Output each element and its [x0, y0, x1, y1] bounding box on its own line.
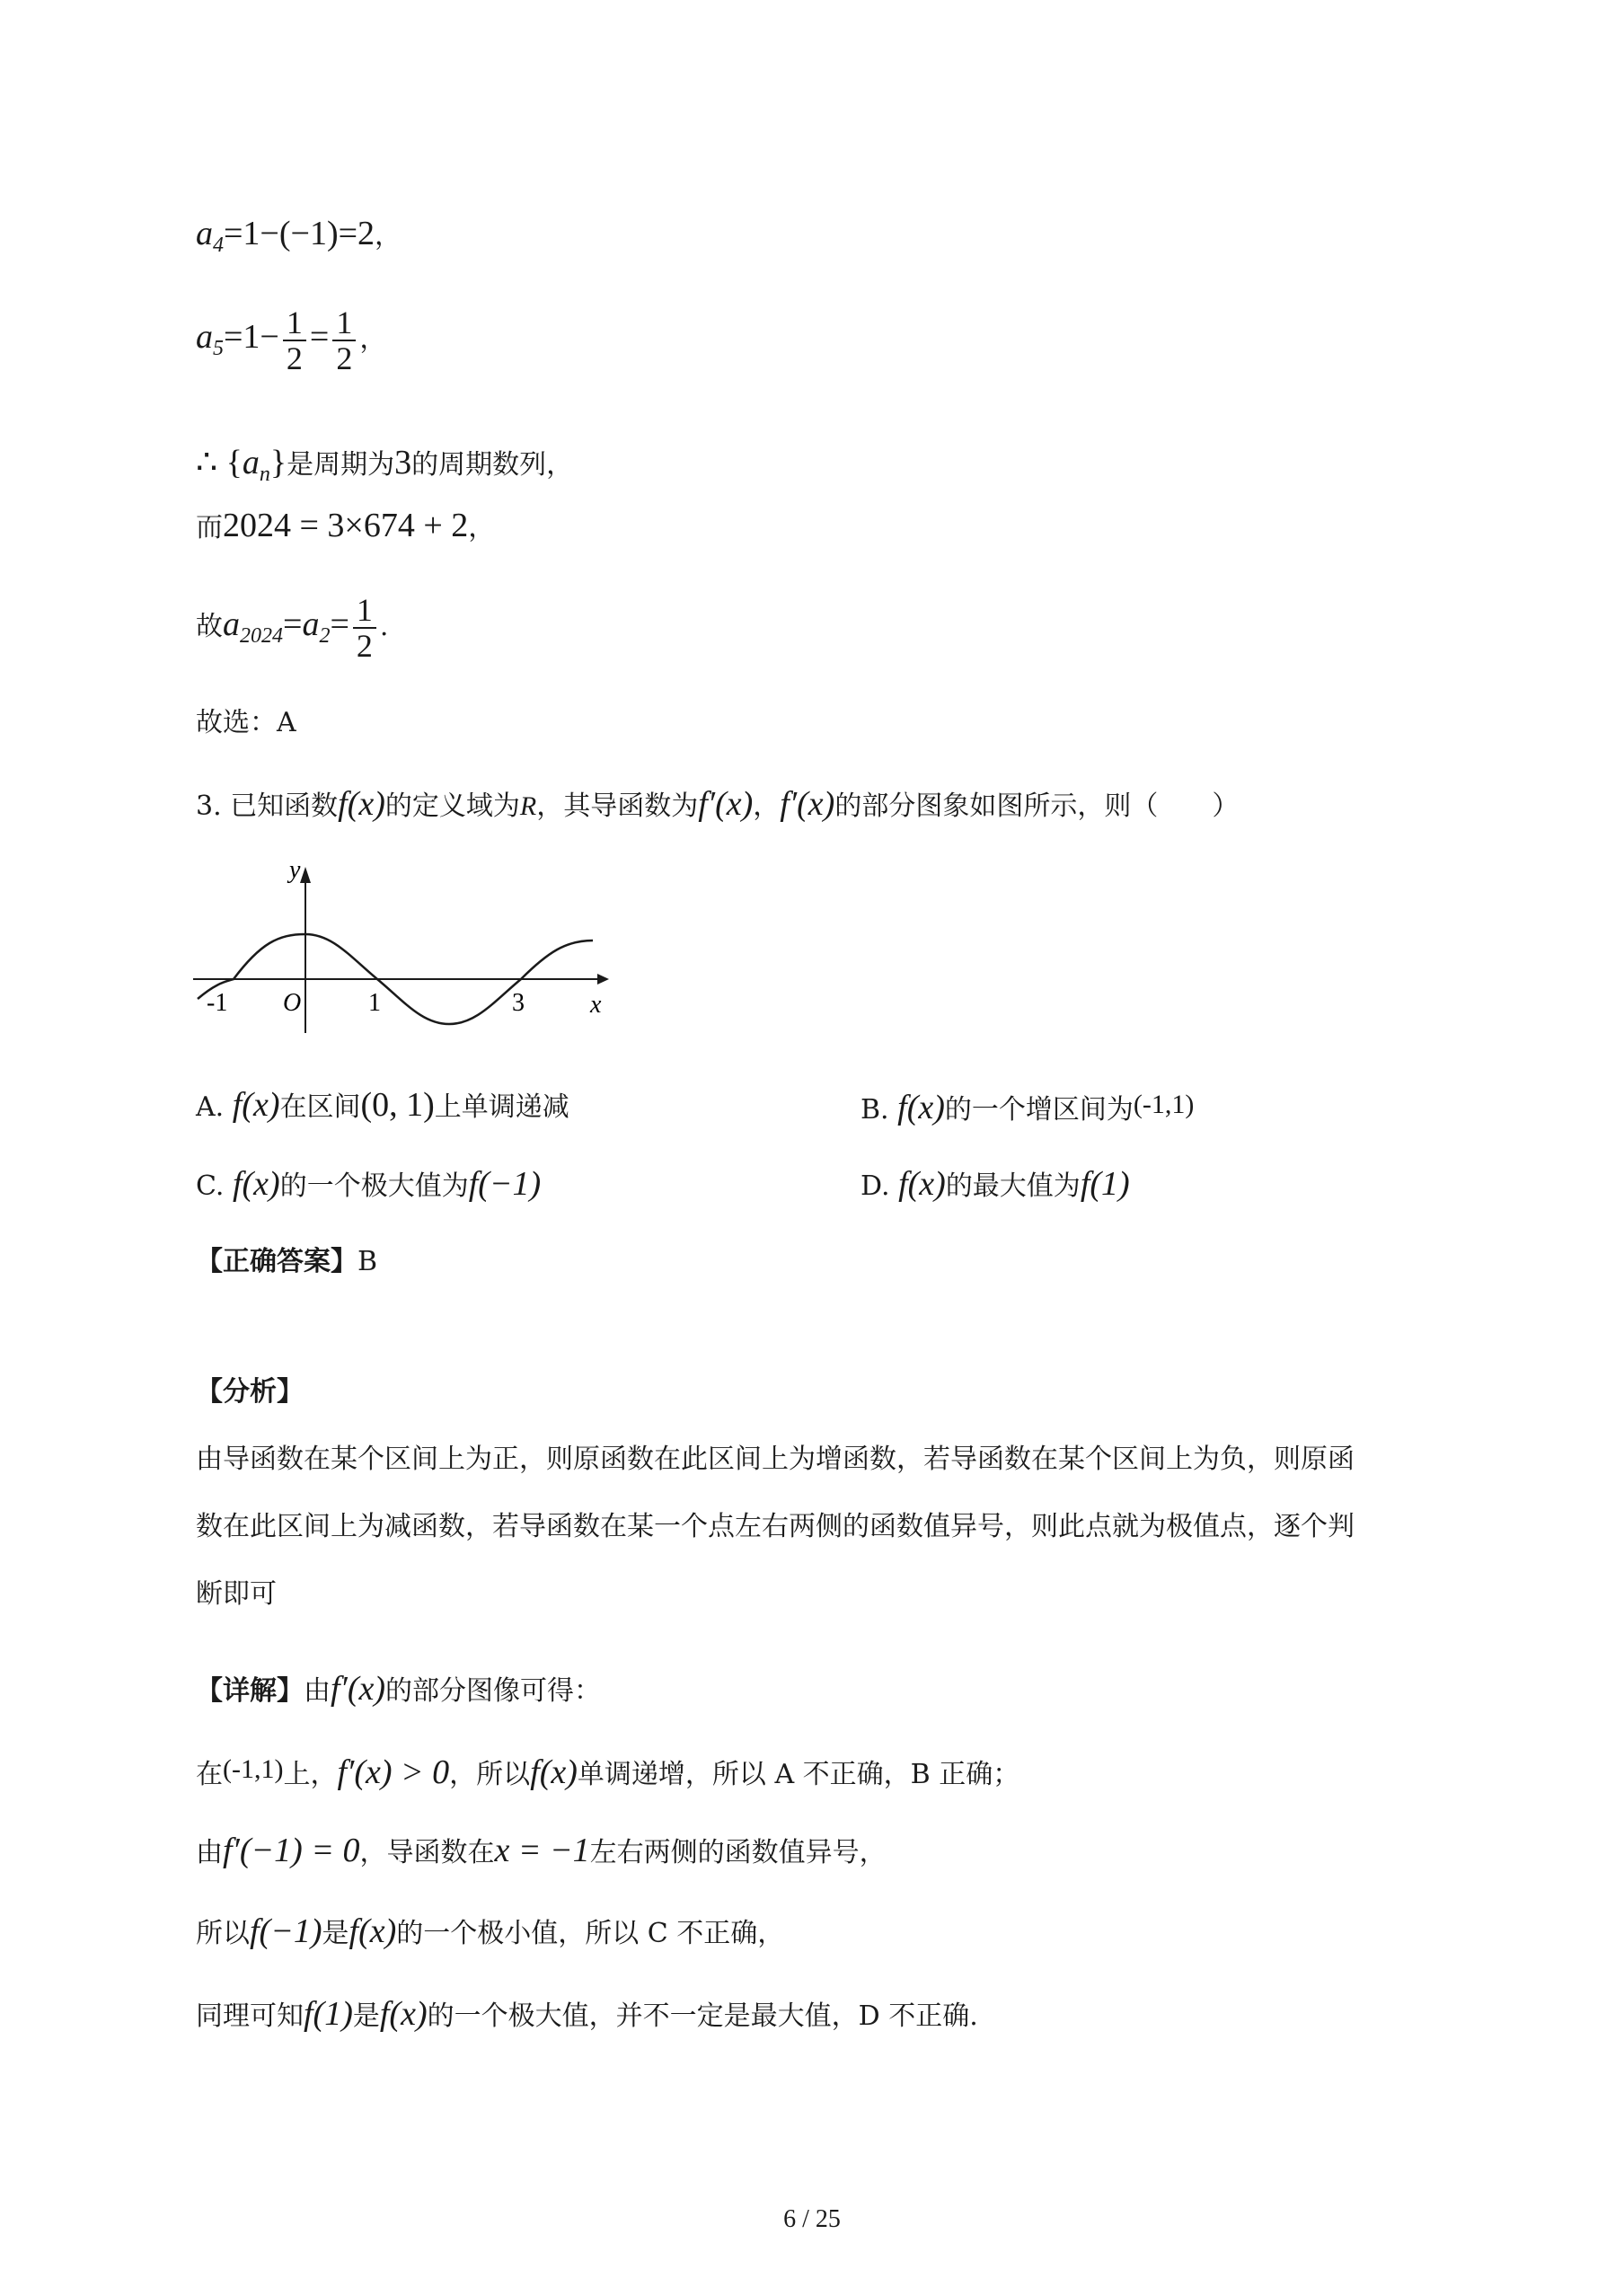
tick-1: 1 [368, 989, 381, 1017]
analysis-label: 【分析】 [196, 1376, 304, 1408]
question-3: 3. 已知函数f(x)的定义域为R，其导函数为f′(x)，f′(x)的部分图象如图所示，则（ ） [196, 785, 1240, 823]
prev-answer: 故选：A [196, 707, 296, 738]
analysis-line-3: 断即可 [196, 1578, 277, 1610]
a4-expr: =1−(−1)=2 [224, 215, 375, 252]
x-axis-arrow [597, 974, 609, 985]
option-d: D. f(x)的最大值为f(1) [861, 1165, 1130, 1203]
y-axis-arrow [300, 867, 311, 883]
option-b: B. f(x)的一个增区间为(-1,1) [861, 1089, 1195, 1126]
detail-line-3: 由f′(−1) = 0，导函数在x = −1左右两侧的函数值异号， [196, 1832, 887, 1869]
detail-line-1: 【详解】由f′(x)的部分图像可得： [196, 1670, 602, 1708]
line-a5: $a_5=1-$ $\frac{1}{2}$ = $\frac{1}{2}$ ， [196, 305, 387, 376]
correct-answer: 【正确答案】B [196, 1246, 378, 1277]
option-a: A. f(x)在区间(0, 1)上单调递减 [196, 1086, 569, 1124]
page-number: 6 / 25 [783, 2205, 841, 2233]
option-c: C. f(x)的一个极大值为f(−1) [196, 1165, 542, 1203]
fraction: $\frac{1}{2}$ [332, 305, 356, 375]
derivative-graph [189, 858, 611, 1038]
detail-line-5: 同理可知f(1)是f(x)的一个极大值，并不一定是最大值，D 不正确. [196, 1995, 978, 2033]
analysis-line-2: 数在此区间上为减函数，若导函数在某一个点左右两侧的函数值异号，则此点就为极值点，逐个判 [196, 1511, 1355, 1542]
fraction: $\frac{1}{2}$ [283, 305, 306, 375]
line-2024: 而2024 = 3×674 + 2， [196, 507, 496, 544]
tick-neg1: -1 [207, 989, 228, 1017]
tick-3: 3 [512, 989, 525, 1017]
detail-line-4: 所以f(−1)是f(x)的一个极小值，所以 C 不正确， [196, 1912, 785, 1950]
line-period: ∴ $\{a_n\}$是周期为3的周期数列， [196, 444, 574, 486]
detail-line-2: 在(-1,1)上，f′(x) > 0，所以f(x)单调递增，所以 A 不正确，B 正确； [196, 1753, 1020, 1791]
origin-label: O [283, 989, 302, 1017]
y-label: y [289, 858, 301, 884]
fraction: $\frac{1}{2}$ [353, 593, 376, 663]
analysis-line-1: 由导函数在某个区间上为正，则原函数在此区间上为增函数，若导函数在某个区间上为负，则原函 [196, 1444, 1355, 1475]
line-a2024: 故$a_{2024}=a_2=$ $\frac{1}{2}$ . [196, 592, 389, 664]
line-a4: $a_4=1-(-1)=2$， [196, 215, 402, 257]
x-label: x [590, 991, 602, 1019]
